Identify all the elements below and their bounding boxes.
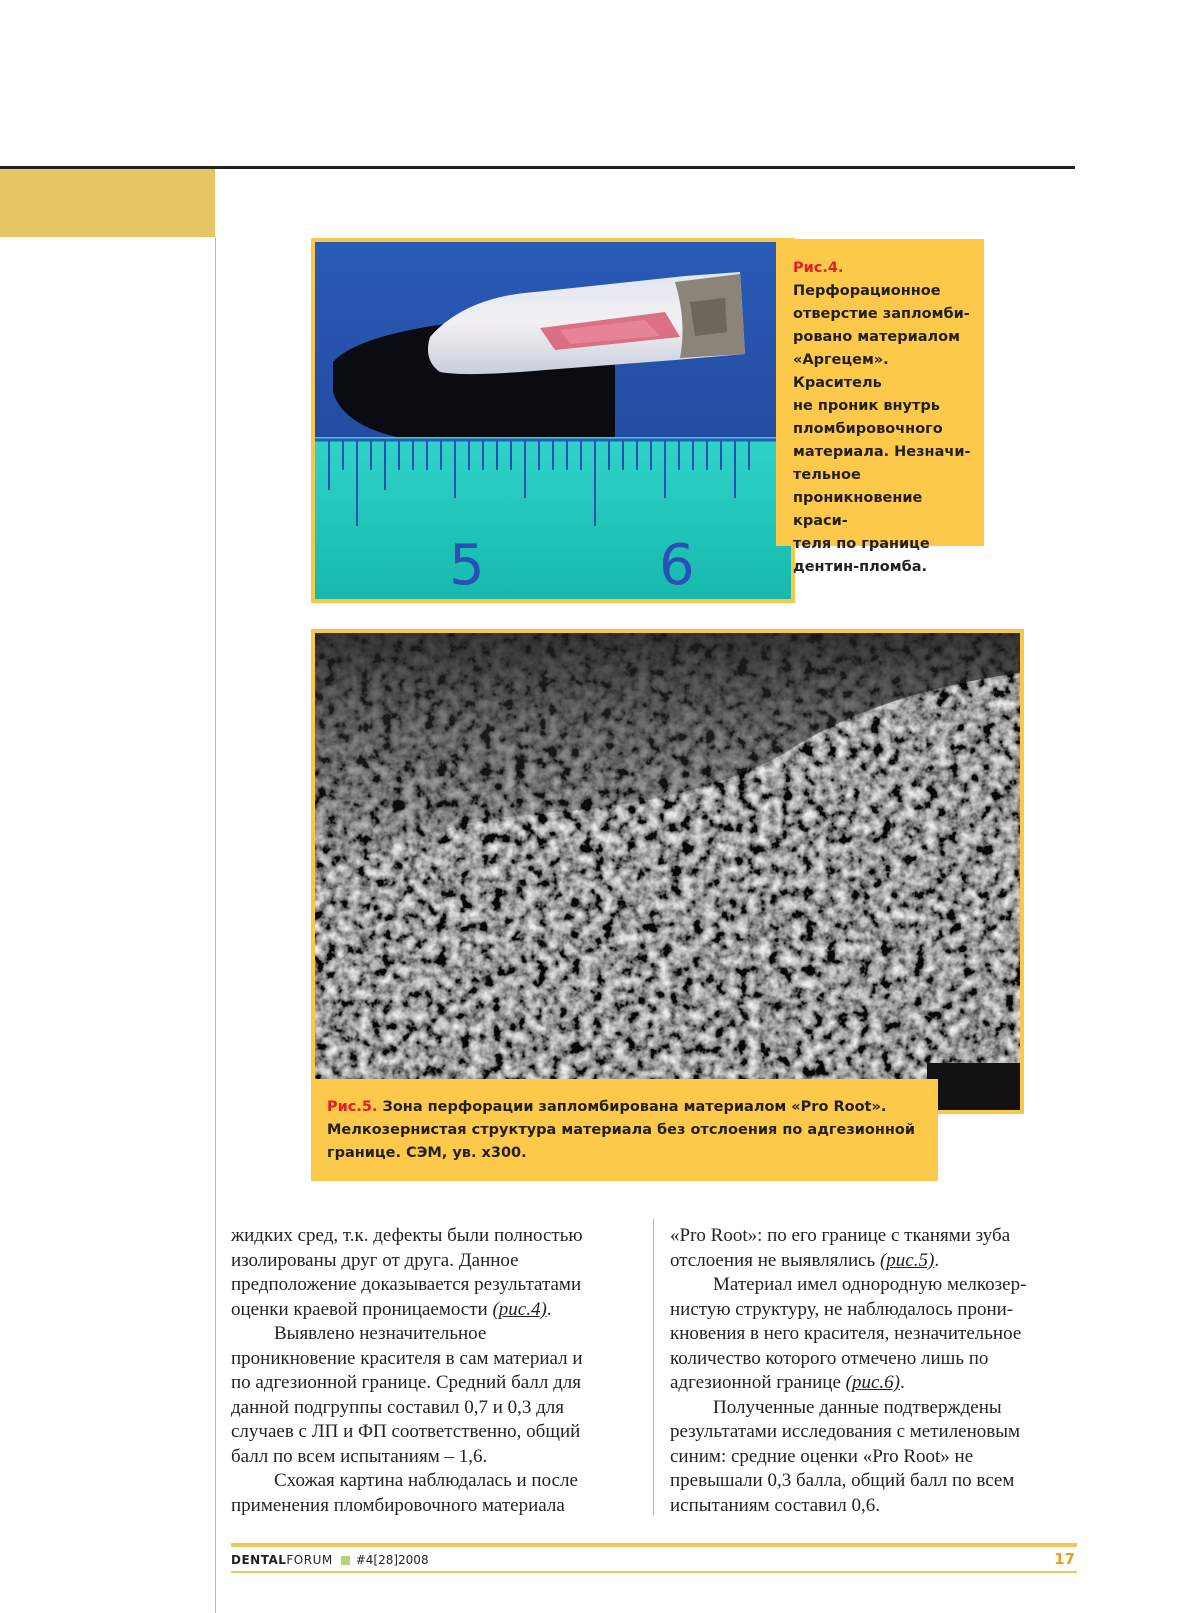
text: оценки краевой проницаемости — [231, 1298, 493, 1320]
journal-name-bold: DENTAL — [231, 1553, 287, 1567]
text: данной подгруппы составил 0,7 и 0,3 для — [231, 1396, 565, 1418]
text-line — [670, 1224, 1078, 1249]
text: превышали 0,3 балла, общий балл по всем — [670, 1470, 1015, 1491]
text: испытаниям составил 0,6. — [670, 1494, 881, 1516]
text: результатами исследования с метиленовым — [670, 1421, 1021, 1442]
text-line — [231, 1396, 629, 1421]
text: предположение доказывается результатами — [231, 1274, 582, 1295]
column-separator — [653, 1219, 654, 1515]
text-line — [231, 1420, 629, 1445]
text: . — [934, 1249, 940, 1271]
text-line — [231, 1469, 629, 1494]
caption-line: ровано материалом — [793, 329, 960, 345]
figure-reference: (рис.6) — [845, 1372, 900, 1393]
caption-line: проникновение краси- — [793, 490, 923, 529]
text: по адгезионной границе. Средний балл для — [231, 1372, 581, 1393]
caption-line: тельное — [793, 467, 861, 483]
square-bullet-icon — [341, 1556, 350, 1565]
text-line — [231, 1224, 629, 1249]
caption-line: дентин-пломба. — [793, 559, 928, 575]
caption-line: Перфорационное — [793, 283, 941, 299]
text-line — [231, 1249, 629, 1274]
caption-line — [327, 1096, 924, 1119]
text-line — [670, 1298, 1078, 1323]
text: Схожая картина наблюдалась и после — [274, 1470, 578, 1491]
text-line — [231, 1298, 629, 1323]
text-line — [670, 1322, 1078, 1347]
text: случаев с ЛП и ФП соответственно, общий — [231, 1421, 581, 1442]
page-number: 17 — [1054, 1550, 1075, 1568]
text-line — [670, 1347, 1078, 1372]
text-line — [670, 1494, 1078, 1519]
text-line — [670, 1371, 1078, 1396]
journal-name: FORUM — [286, 1553, 333, 1567]
caption-line: границе. СЭМ, ув. x300. — [327, 1145, 527, 1161]
text: отслоения не выявлялись — [670, 1249, 880, 1271]
text-line — [670, 1445, 1078, 1470]
figure-4-caption-label: Рис.4. — [793, 260, 844, 276]
text-line — [231, 1273, 629, 1298]
text: . — [900, 1372, 905, 1393]
figure-5-caption-label: Рис.5. — [327, 1099, 378, 1115]
text: количество которого отмечено лишь по — [670, 1347, 989, 1369]
caption-line: «Аргецем». Краситель — [793, 352, 889, 391]
text-line — [231, 1445, 629, 1470]
text-line — [231, 1322, 629, 1347]
text: изолированы друг от друга. Данное — [231, 1249, 519, 1271]
text: нистую структуру, не наблюдалось прони- — [670, 1298, 1014, 1320]
caption-line: теля по границе — [793, 536, 930, 552]
issue-number: #4[28]2008 — [355, 1553, 429, 1567]
text: Полученные данные подтверждены — [713, 1396, 1002, 1418]
figure-reference: (рис.5) — [879, 1249, 935, 1271]
text-line — [670, 1396, 1078, 1421]
text-line — [231, 1494, 629, 1519]
footer-rule-bottom — [231, 1571, 1077, 1573]
text: адгезионной границе — [670, 1372, 846, 1393]
text-column-right — [670, 1224, 1078, 1518]
text: «Pro Root»: по его границе с тканями зуба — [670, 1225, 1011, 1246]
footer-rule-top — [231, 1543, 1077, 1547]
text: кновения в него красителя, незначительное — [670, 1323, 1022, 1344]
text-column-left — [231, 1224, 629, 1518]
figure-reference: (рис.4) — [492, 1298, 547, 1320]
text: Материал имел однородную мелкозер- — [713, 1274, 1027, 1295]
text-line — [231, 1371, 629, 1396]
text: жидких сред, т.к. дефекты были полностью — [231, 1225, 583, 1246]
caption-line: отверстие запломби- — [793, 306, 970, 322]
figure-4-photo — [311, 238, 795, 603]
caption-text: Зона перфорации запломбирована материалом «Pro Root». — [377, 1099, 887, 1115]
text: . — [546, 1298, 552, 1320]
text-line — [670, 1420, 1078, 1445]
text: балл по всем испытаниям – 1,6. — [231, 1445, 488, 1467]
text: Выявлено незначительное — [274, 1323, 487, 1344]
text-line — [670, 1469, 1078, 1494]
figure-5-caption — [311, 1079, 938, 1181]
caption-line: Мелкозернистая структура материала без отслоения по адгезионной — [327, 1122, 916, 1138]
text-line — [231, 1347, 629, 1372]
text: применения пломбировочного материала — [231, 1494, 565, 1516]
ruler-label-5: 5 — [449, 533, 485, 598]
figure-4-caption — [776, 239, 984, 575]
caption-line: пломбировочного — [793, 421, 943, 437]
text-line — [670, 1249, 1078, 1274]
figure-5-sem-image — [311, 629, 1024, 1114]
text: проникновение красителя в сам материал и — [231, 1347, 583, 1369]
caption-line: материала. Незначи- — [793, 444, 971, 460]
margin-rule — [215, 237, 216, 1613]
text: синим: средние оценки «Pro Root» не — [670, 1445, 974, 1467]
ruler-label-6: 6 — [659, 533, 695, 598]
caption-line: не проник внутрь — [793, 398, 940, 414]
footer — [231, 1551, 1077, 1569]
header-color-block — [0, 169, 215, 237]
text-line — [670, 1273, 1078, 1298]
